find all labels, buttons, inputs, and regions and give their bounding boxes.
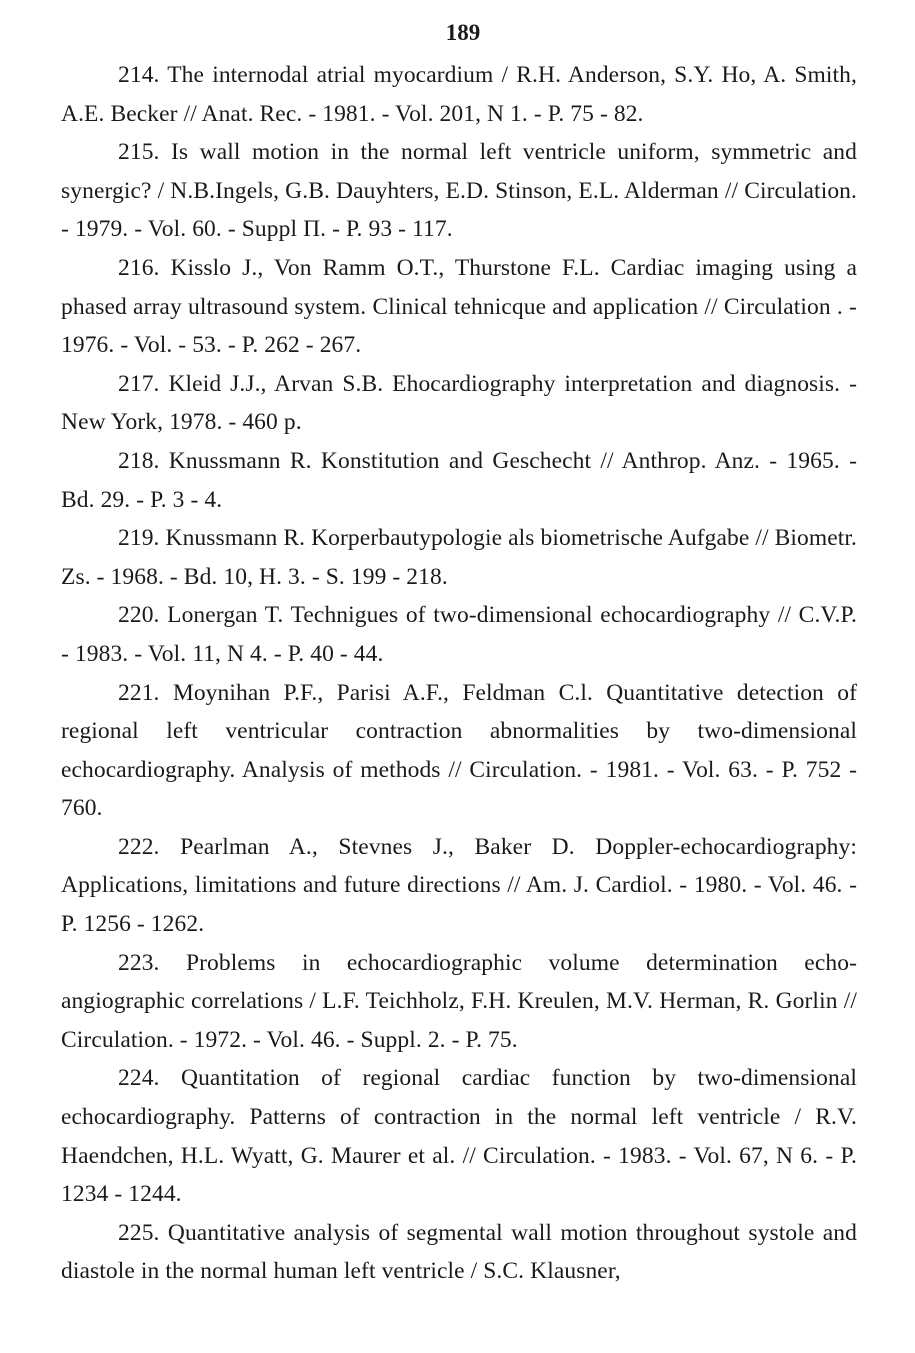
reference-item-218: 218. Knussmann R. Konstitution and Geschecht // Anthrop. Anz. - 1965. - Bd. 29. - P. 3 - 4. <box>61 447 857 513</box>
reference-item-219: 219. Knussmann R. Korperbautypologie als biometrische Aufgabe // Biometr. Zs. - 1968. - Bd. 10, H. 3. - S. 199 - 218. <box>61 525 857 590</box>
reference-item-214: 214. The internodal atrial myocardium / R.H. Anderson, S.Y. Ho, A. Smith, A.E. Becker // Anat. Rec. - 1981. - Vol. 201, N 1. - P. 75 - 82. <box>61 62 857 127</box>
reference-item-225: 225. Quantitative analysis of segmental wall motion throughout systole and diastole in the normal human left ventricle / S.C. Klausner, <box>61 1219 857 1285</box>
reference-item-217: 217. Kleid J.J., Arvan S.B. Ehocardiography interpretation and diagnosis. - New York, 1978. - 460 p. <box>61 370 857 436</box>
reference-item-223: 223. Problems in echocardiographic volume determination echo-angiographic correlations / L.F. Teichholz, F.H. Kreulen, M.V. Herman, R. Gorlin // Circulation. - 1972. - Vol. 46. - Suppl. 2. - P. 75. <box>61 949 857 1053</box>
reference-list <box>61 56 857 1291</box>
page-number: 189 <box>445 20 481 45</box>
reference-item-222: 222. Pearlman A., Stevnes J., Baker D. Doppler-echocardiography: Applications, limitations and future directions // Am. J. Cardiol. - 1980. - Vol. 46. - P. 1256 - 1262. <box>61 833 857 938</box>
reference-item-220: 220. Lonergan T. Technigues of two-dimensional echocardiography // C.V.P. - 1983. - Vol. 11, N 4. - P. 40 - 44. <box>61 602 857 667</box>
reference-item-216: 216. Kisslo J., Von Ramm O.T., Thurstone F.L. Cardiac imaging using a phased array ultrasound system. Clinical tehnicque and application // Circulation . - 1976. - Vol. - 53. - P. 262 - 267. <box>61 254 857 359</box>
reference-item-224: 224. Quantitation of regional cardiac function by two-dimensional echocardiography. Patterns of contraction in the normal left ventricle / R.V. Haendchen, H.L. Wyatt, G. Maurer et al. // Circulation. - 1983. - Vol. 67, N 6. - P. 1234 - 1244. <box>61 1065 857 1208</box>
reference-item-215: 215. Is wall motion in the normal left ventricle uniform, symmetric and synergic? / N.B.Ingels, G.B. Dauyhters, E.D. Stinson, E.L. Alderman // Circulation. - 1979. - Vol. 60. - Suppl П. - P. 93 - 117. <box>61 139 857 243</box>
reference-item-221: 221. Moynihan P.F., Parisi A.F., Feldman C.l. Quantitative detection of regional left ventricular contraction abnormalities by two-dimensional echocardiography. Analysis of methods // Circulation. - 1981. - Vol. 63. - P. 752 - 760. <box>61 679 857 822</box>
